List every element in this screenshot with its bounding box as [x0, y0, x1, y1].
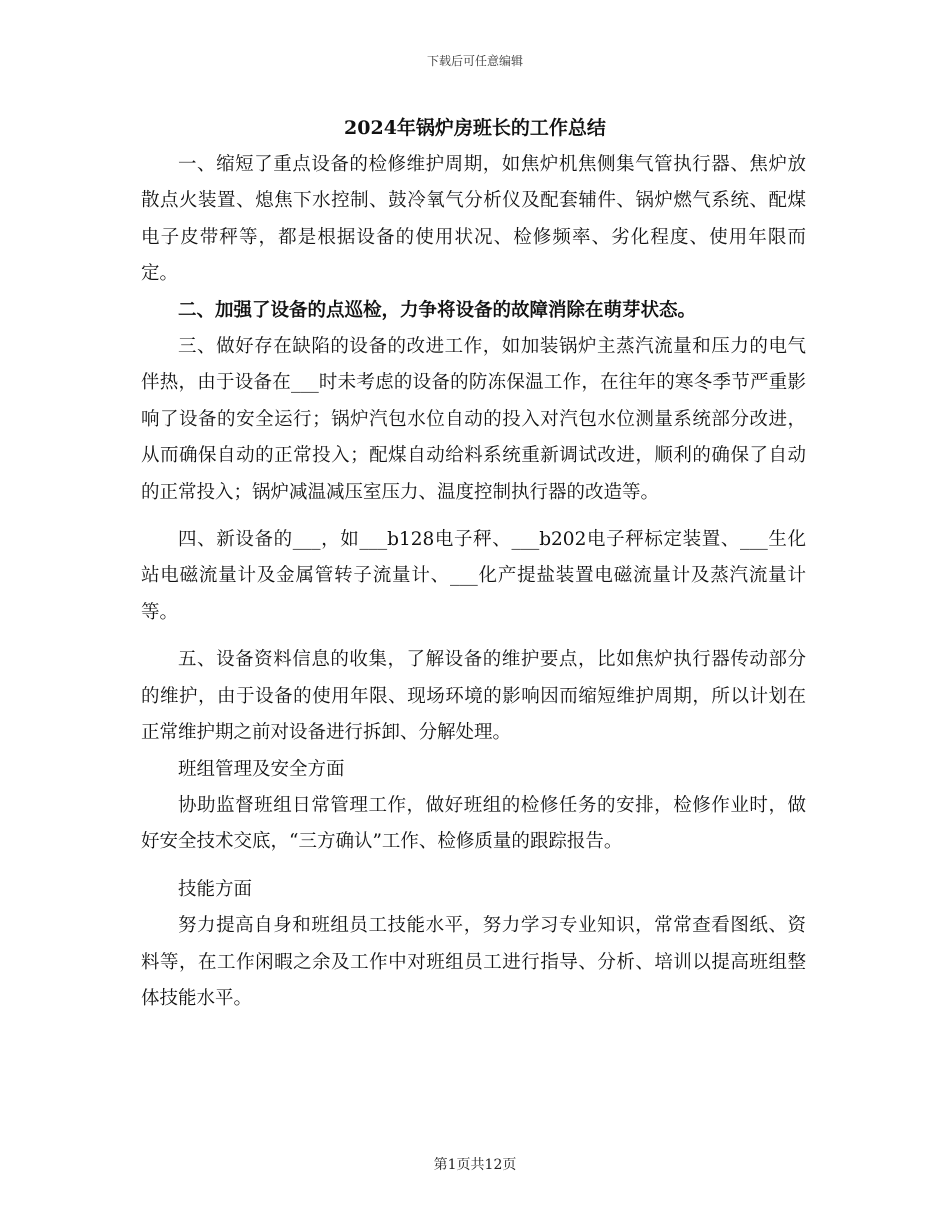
- document-body: [141, 147, 806, 1017]
- paragraph-5: 五、设备资料信息的收集，了解设备的维护要点，比如焦炉执行器传动部分的维护，由于设备的使用年限、现场环境的影响因而缩短维护周期，所以计划在正常维护期之前对设备进行拆卸、分解处理。: [141, 649, 806, 744]
- paragraph-1: 一、缩短了重点设备的检修维护周期，如焦炉机焦侧集气管执行器、焦炉放散点火装置、熄焦下水控制、鼓冷氧气分析仪及配套辅件、锅炉燃气系统、配煤电子皮带秤等，都是根据设备的使用状况、检修频率、劣化程度、使用年限而定。: [141, 154, 806, 285]
- paragraph-3: 三、做好存在缺陷的设备的改进工作，如加装锅炉主蒸汽流量和压力的电气伴热，由于设备在___时未考虑的设备的防冻保温工作，在往年的寒冬季节严重影响了设备的安全运行；锅炉汽包水位自动的投入对汽包水位测量系统部分改进，从而确保自动的正常投入；配煤自动给料系统重新调试改进，顺利的确保了自动的正常投入；锅炉减温减压室压力、温度控制执行器的改造等。: [141, 336, 806, 503]
- section-heading-team-management: 班组管理及安全方面: [178, 758, 345, 780]
- paragraph-4: 四、新设备的___，如___b128电子秤、___b202电子秤标定装置、___生化站电磁流量计及金属管转子流量计、___化产提盐装置电磁流量计及蒸汽流量计等。: [141, 529, 806, 623]
- paragraph-7: 努力提高自身和班组员工技能水平，努力学习专业知识，常常查看图纸、资料等，在工作闲暇之余及工作中对班组员工进行指导、分析、培训以提高班组整体技能水平。: [141, 915, 806, 1009]
- section-heading-skills: 技能方面: [178, 878, 253, 900]
- page-number: 第1页共12页: [433, 1157, 517, 1173]
- document-title: 2024年锅炉房班长的工作总结: [344, 117, 606, 139]
- paragraph-2: 二、加强了设备的点巡检，力争将设备的故障消除在萌芽状态。: [178, 299, 697, 321]
- page-header-note: 下载后可任意编辑: [426, 54, 523, 68]
- paragraph-6: 协助监督班组日常管理工作，做好班组的检修任务的安排，检修作业时，做好安全技术交底，“三方确认”工作、检修质量的跟踪报告。: [141, 794, 806, 853]
